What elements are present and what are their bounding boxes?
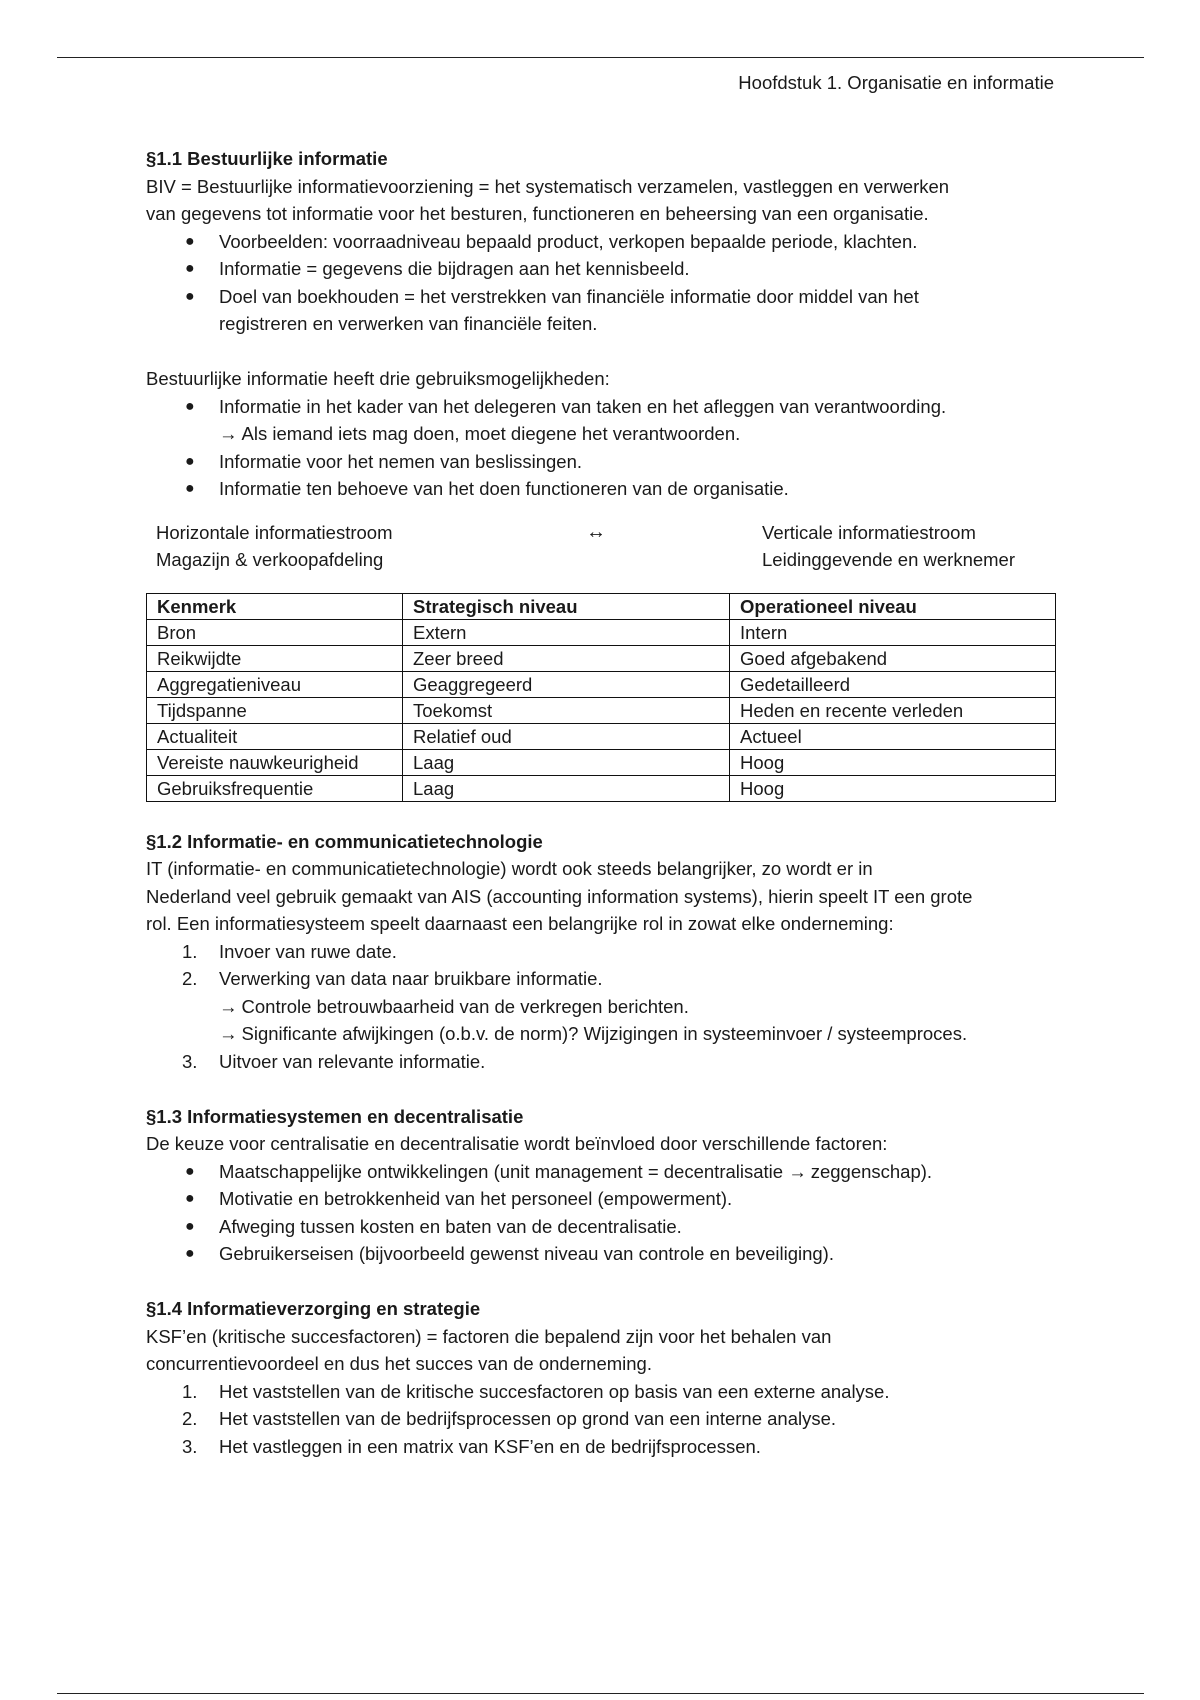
list-item-text: Informatie ten behoeve van het doen functioneren van de organisatie.	[219, 478, 789, 499]
list-number: 1.	[182, 940, 198, 962]
list-item-text: Informatie voor het nemen van beslissingen.	[219, 450, 583, 472]
arrow-right-icon: →	[219, 1023, 238, 1044]
list-item	[146, 448, 1054, 476]
paragraph-line: concurrentievoordeel en dus het succes van de onderneming.	[146, 1353, 652, 1374]
table-cell: Laag	[403, 775, 730, 801]
table-cell: Aggregatieniveau	[147, 671, 403, 697]
page-content	[146, 145, 1054, 1460]
list-item-text: Het vastleggen in een matrix van KSF’en en de bedrijfsprocessen.	[219, 1435, 761, 1457]
paragraph-line: De keuze voor centralisatie en decentralisatie wordt beïnvloed door verschillende factoren:	[146, 1133, 888, 1154]
table-header-row	[147, 593, 1056, 619]
list-item	[146, 255, 1054, 283]
table-cell: Zeer breed	[403, 645, 730, 671]
list-item	[146, 1378, 1054, 1406]
paragraph-line: van gegevens tot informatie voor het besturen, functioneren en beheersing van een organisatie.	[146, 203, 929, 224]
list-number: 2.	[182, 968, 198, 989]
bullet-icon: ●	[185, 232, 195, 250]
list-item-text: Invoer van ruwe date.	[219, 940, 397, 962]
bullet-icon: ●	[185, 1190, 195, 1207]
list-item	[146, 965, 1054, 993]
list-number: 2.	[182, 1408, 198, 1429]
list-item-text: Voorbeelden: voorraadniveau bepaald product, verkopen bepaalde periode, klachten.	[219, 230, 918, 252]
list-item	[146, 1158, 1054, 1186]
bullet-icon: ●	[185, 1217, 195, 1235]
left-right-arrow-icon: ↔	[586, 520, 606, 543]
arrow-right-icon: →	[219, 995, 238, 1017]
table-cell: Goed afgebakend	[730, 645, 1056, 671]
bullet-icon: ●	[185, 452, 195, 470]
table-cell: Laag	[403, 749, 730, 775]
list-number: 3.	[182, 1050, 198, 1072]
arrow-note	[146, 993, 1054, 1021]
table-row	[147, 723, 1056, 749]
list-item	[146, 475, 1054, 503]
list-item	[146, 938, 1054, 966]
bullet-icon: ●	[185, 260, 195, 277]
list-item-text: Maatschappelijke ontwikkelingen (unit management = decentralisatie	[219, 1160, 784, 1182]
top-rule	[57, 57, 1144, 58]
table-cell: Hoog	[730, 775, 1056, 801]
bullet-icon: ●	[185, 480, 195, 497]
paragraph-line: Nederland veel gebruik gemaakt van AIS (accounting information systems), hierin speelt IT een grote	[146, 885, 973, 907]
table-row	[147, 697, 1056, 723]
bottom-rule	[57, 1693, 1144, 1694]
bullet-icon: ●	[185, 1245, 195, 1262]
table-cell: Bron	[147, 619, 403, 645]
table-cell: Tijdspanne	[147, 697, 403, 723]
list-item-text: Informatie in het kader van het delegeren van taken en het afleggen van verantwoording.	[219, 395, 947, 417]
list-item-text: Het vaststellen van de bedrijfsprocessen op grond van een interne analyse.	[219, 1408, 837, 1429]
list-item	[146, 283, 1054, 311]
table-cell: Vereiste nauwkeurigheid	[147, 749, 403, 775]
table-cell: Intern	[730, 619, 1056, 645]
information-flows	[146, 519, 1054, 574]
table-cell: Hoog	[730, 749, 1056, 775]
bullet-icon: ●	[185, 1162, 195, 1180]
table-header-cell: Kenmerk	[147, 593, 403, 619]
table-cell: Toekomst	[403, 697, 730, 723]
list-item	[146, 228, 1054, 256]
table-row	[147, 775, 1056, 801]
vertical-flow-title: Verticale informatiestroom	[762, 521, 976, 543]
paragraph-line: IT (informatie- en communicatietechnologie) wordt ook steeds belangrijker, zo wordt er in	[146, 858, 873, 879]
table-cell: Relatief oud	[403, 723, 730, 749]
table-cell: Reikwijdte	[147, 645, 403, 671]
table-row	[147, 749, 1056, 775]
arrow-right-icon: →	[788, 1160, 807, 1182]
table-header-cell: Operationeel niveau	[730, 593, 1056, 619]
table-header-cell: Strategisch niveau	[403, 593, 730, 619]
list-item	[146, 1048, 1054, 1076]
section-heading-1-3: §1.3 Informatiesystemen en decentralisatie	[146, 1105, 524, 1127]
vertical-flow-example: Leidinggevende en werknemer	[762, 549, 1016, 570]
bullet-icon: ●	[185, 397, 195, 415]
arrow-note-text: Significante afwijkingen (o.b.v. de norm)? Wijzigingen in systeeminvoer / systeemproces.	[241, 1023, 968, 1044]
list-item-text: Afweging tussen kosten en baten van de decentralisatie.	[219, 1215, 682, 1237]
list-item	[146, 1185, 1054, 1213]
table-cell: Gedetailleerd	[730, 671, 1056, 697]
table-row	[147, 671, 1056, 697]
list-item	[146, 1213, 1054, 1241]
list-item-text: Doel van boekhouden = het verstrekken van financiële informatie door middel van het	[219, 285, 919, 307]
list-item-text-tail: zeggenschap).	[810, 1160, 933, 1182]
list-item-text: Gebruikerseisen (bijvoorbeeld gewenst niveau van controle en beveiliging).	[219, 1243, 834, 1264]
paragraph-line: KSF’en (kritische succesfactoren) = factoren die bepalend zijn voor het behalen van	[146, 1325, 832, 1347]
table-cell: Geaggregeerd	[403, 671, 730, 697]
list-item-text: Motivatie en betrokkenheid van het personeel (empowerment).	[219, 1188, 733, 1209]
table-row	[147, 619, 1056, 645]
arrow-note-text: Als iemand iets mag doen, moet diegene het verantwoorden.	[241, 423, 741, 444]
bullet-icon: ●	[185, 287, 195, 305]
list-item-text: Verwerking van data naar bruikbare informatie.	[219, 968, 603, 989]
section-heading-1-4: §1.4 Informatieverzorging en strategie	[146, 1298, 481, 1319]
paragraph-line: BIV = Bestuurlijke informatievoorziening = het systematisch verzamelen, vastleggen en verwerken	[146, 175, 950, 197]
list-item-text: Het vaststellen van de kritische succesfactoren op basis van een externe analyse.	[219, 1380, 890, 1402]
arrow-right-icon: →	[219, 423, 238, 444]
list-item-text: Informatie = gegevens die bijdragen aan het kennisbeeld.	[219, 258, 690, 279]
table-cell: Heden en recente verleden	[730, 697, 1056, 723]
table-row	[147, 645, 1056, 671]
list-number: 1.	[182, 1380, 198, 1402]
list-item	[146, 1405, 1054, 1433]
list-item	[146, 1433, 1054, 1461]
list-item-continuation: registreren en verwerken van financiële feiten.	[219, 313, 598, 334]
arrow-note	[146, 420, 1054, 448]
paragraph-line: Bestuurlijke informatie heeft drie gebruiksmogelijkheden:	[146, 368, 610, 389]
arrow-note	[146, 1020, 1054, 1048]
table-cell: Extern	[403, 619, 730, 645]
list-item-text: Uitvoer van relevante informatie.	[219, 1050, 486, 1072]
table-cell: Actualiteit	[147, 723, 403, 749]
horizontal-flow-example: Magazijn & verkoopafdeling	[156, 549, 384, 570]
list-item	[146, 393, 1054, 421]
list-number: 3.	[182, 1435, 198, 1457]
table-cell: Actueel	[730, 723, 1056, 749]
list-item	[146, 1240, 1054, 1268]
section-heading-1-1: §1.1 Bestuurlijke informatie	[146, 148, 388, 169]
arrow-note-text: Controle betrouwbaarheid van de verkregen berichten.	[241, 995, 689, 1017]
horizontal-flow-title: Horizontale informatiestroom	[156, 521, 393, 543]
paragraph-line: rol. Een informatiesysteem speelt daarnaast een belangrijke rol in zowat elke onderneming:	[146, 913, 894, 934]
kenmerk-table	[146, 593, 1056, 802]
section-heading-1-2: §1.2 Informatie- en communicatietechnologie	[146, 830, 543, 852]
table-cell: Gebruiksfrequentie	[147, 775, 403, 801]
running-head: Hoofdstuk 1. Organisatie en informatie	[738, 72, 1054, 93]
